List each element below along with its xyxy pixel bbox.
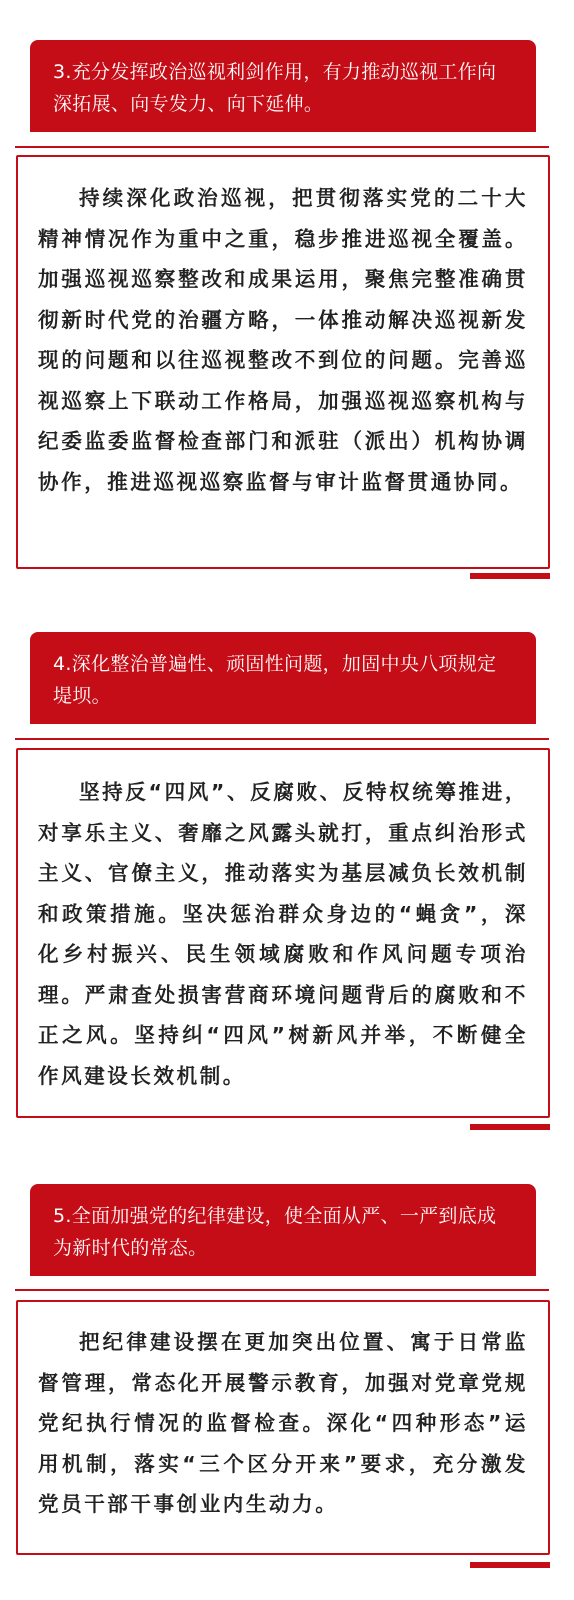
section-4-end-bar	[470, 1124, 550, 1130]
section-5-end-bar	[470, 1562, 550, 1568]
section-5-heading-banner	[30, 1184, 536, 1276]
section-4-heading: 4.深化整治普遍性、顽固性问题，加固中央八项规定堤坝。	[53, 653, 497, 707]
section-3-heading: 3.充分发挥政治巡视利剑作用，有力推动巡视工作向深拓展、向专发力、向下延伸。	[53, 61, 497, 115]
section-5-divider	[15, 1289, 549, 1291]
section-3-end-bar	[470, 573, 550, 579]
section-3-heading-banner	[30, 40, 536, 132]
section-4-divider	[15, 738, 549, 740]
section-5-body-text: 把纪律建设摆在更加突出位置、寓于日常监督管理，常态化开展警示教育，加强对党章党规党纪执行情况的监督检查。深化“四种形态”运用机制，落实“三个区分开来”要求，充分激发党员干部干事创业内生动力。	[38, 1330, 528, 1516]
section-4-body-text: 坚持反“四风”、反腐败、反特权统筹推进，对享乐主义、奢靡之风露头就打，重点纠治形式主义、官僚主义，推动落实为基层减负长效机制和政策措施。坚决惩治群众身边的“蝇贪”，深化乡村振兴、民生领域腐败和作风问题专项治理。严肃查处损害营商环境问题背后的腐败和不正之风。坚持纠“四风”树新风并举，不断健全作风建设长效机制。	[38, 780, 528, 1088]
section-3-body-text: 持续深化政治巡视，把贯彻落实党的二十大精神情况作为重中之重，稳步推进巡视全覆盖。加强巡视巡察整改和成果运用，聚焦完整准确贯彻新时代党的治疆方略，一体推动解决巡视新发现的问题和以往巡视整改不到位的问题。完善巡视巡察上下联动工作格局，加强巡视巡察机构与纪委监委监督检查部门和派驻（派出）机构协调协作，推进巡视巡察监督与审计监督贯通协同。	[38, 186, 528, 494]
section-4-heading-banner	[30, 632, 536, 724]
section-5-heading: 5.全面加强党的纪律建设，使全面从严、一严到底成为新时代的常态。	[53, 1205, 497, 1259]
section-3-divider	[15, 146, 549, 148]
